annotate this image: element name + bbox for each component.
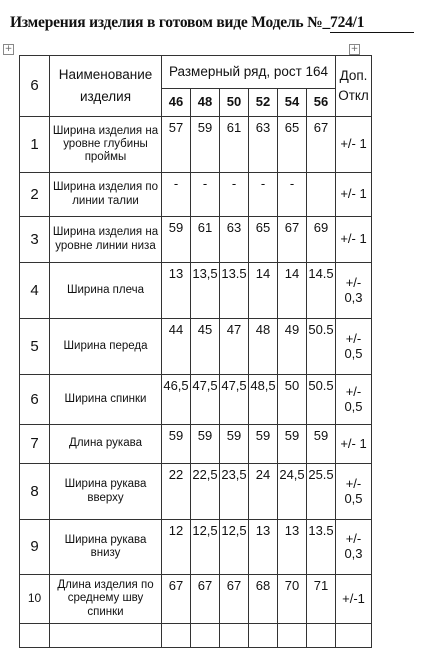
- size-value-cell: 70: [278, 575, 307, 624]
- size-value-cell: 13: [278, 520, 307, 575]
- table-row: [20, 173, 372, 217]
- size-header: 46: [162, 89, 191, 117]
- size-value-cell: -: [249, 173, 278, 217]
- size-value-cell: 67: [191, 575, 220, 624]
- row-tolerance: +/- 0,3: [336, 263, 372, 319]
- table-row: [20, 575, 372, 624]
- size-value-cell: 50.5: [307, 319, 336, 375]
- size-value-cell: 47: [220, 319, 249, 375]
- size-value-cell: [307, 173, 336, 217]
- row-tolerance: +/- 0,5: [336, 319, 372, 375]
- size-value-cell: 59: [191, 425, 220, 464]
- size-value-cell: 23,5: [220, 464, 249, 520]
- size-header: 48: [191, 89, 220, 117]
- row-tolerance: +/- 0,5: [336, 464, 372, 520]
- size-value-cell: 47,5: [191, 375, 220, 425]
- size-value-cell: 13: [249, 520, 278, 575]
- table-row: [20, 464, 372, 520]
- size-header: 54: [278, 89, 307, 117]
- size-value-cell: 50: [278, 375, 307, 425]
- row-name: Ширина переда: [50, 319, 162, 375]
- row-name: Ширина плеча: [50, 263, 162, 319]
- size-value-cell: 22,5: [191, 464, 220, 520]
- table-row: [20, 217, 372, 263]
- row-name: Ширина изделия по линии талии: [50, 173, 162, 217]
- size-value-cell: 69: [307, 217, 336, 263]
- header-tolerance-line1: Доп.: [339, 67, 368, 83]
- row-number: 9: [20, 520, 50, 575]
- header-name-line2: изделия: [79, 89, 132, 104]
- row-tolerance: +/- 0,5: [336, 375, 372, 425]
- row-tolerance: +/- 1: [336, 217, 372, 263]
- size-value-cell: 63: [220, 217, 249, 263]
- row-name: Ширина рукава внизу: [50, 520, 162, 575]
- size-value-cell: 71: [307, 575, 336, 624]
- size-value-cell: 67: [307, 117, 336, 173]
- size-value-cell: 59: [162, 425, 191, 464]
- size-value-cell: 68: [249, 575, 278, 624]
- size-value-cell: 14: [249, 263, 278, 319]
- size-value-cell: -: [220, 173, 249, 217]
- model-number: 724/1: [330, 14, 414, 33]
- size-header: 52: [249, 89, 278, 117]
- table-row: [20, 425, 372, 464]
- row-tolerance: +/- 1: [336, 173, 372, 217]
- row-number: 3: [20, 217, 50, 263]
- size-value-cell: 12,5: [191, 520, 220, 575]
- header-tolerance-line2: Откл: [338, 88, 369, 103]
- size-value-cell: 59: [307, 425, 336, 464]
- size-value-cell: 46,5: [162, 375, 191, 425]
- row-tolerance: +/- 1: [336, 425, 372, 464]
- header-number: 6: [20, 56, 50, 117]
- column-insert-handle-icon[interactable]: +: [350, 44, 359, 54]
- document-title: [0, 14, 424, 33]
- size-value-cell: 67: [220, 575, 249, 624]
- header-name-line1: Наименование: [58, 67, 153, 83]
- size-value-cell: 14: [278, 263, 307, 319]
- header-tolerance: [336, 56, 372, 117]
- row-number: 2: [20, 173, 50, 217]
- size-value-cell: 47,5: [220, 375, 249, 425]
- size-value-cell: 61: [191, 217, 220, 263]
- row-number: 8: [20, 464, 50, 520]
- size-value-cell: 24,5: [278, 464, 307, 520]
- table-row: [20, 117, 372, 173]
- title-prefix: Измерения изделия в готовом виде Модель №_: [9, 14, 331, 31]
- size-value-cell: 50.5: [307, 375, 336, 425]
- row-tolerance: +/- 0,3: [336, 520, 372, 575]
- row-tolerance: +/- 1: [336, 117, 372, 173]
- size-value-cell: 12,5: [220, 520, 249, 575]
- size-value-cell: -: [191, 173, 220, 217]
- size-header: 50: [220, 89, 249, 117]
- size-value-cell: 67: [162, 575, 191, 624]
- size-value-cell: 24: [249, 464, 278, 520]
- size-value-cell: 67: [278, 217, 307, 263]
- row-number: 5: [20, 319, 50, 375]
- size-value-cell: 14.5: [307, 263, 336, 319]
- row-number: 7: [20, 425, 50, 464]
- table-row: [20, 263, 372, 319]
- size-value-cell: 22: [162, 464, 191, 520]
- size-value-cell: 59: [162, 217, 191, 263]
- size-value-cell: 44: [162, 319, 191, 375]
- size-value-cell: 13,5: [191, 263, 220, 319]
- size-value-cell: 57: [162, 117, 191, 173]
- row-number: 6: [20, 375, 50, 425]
- table-row: [20, 375, 372, 425]
- size-value-cell: 45: [191, 319, 220, 375]
- size-value-cell: 48,5: [249, 375, 278, 425]
- row-name: Длина рукава: [50, 425, 162, 464]
- size-value-cell: 63: [249, 117, 278, 173]
- size-value-cell: -: [278, 173, 307, 217]
- size-value-cell: 61: [220, 117, 249, 173]
- row-name: Ширина спинки: [50, 375, 162, 425]
- size-value-cell: -: [162, 173, 191, 217]
- size-value-cell: 59: [278, 425, 307, 464]
- row-tolerance: +/-1: [336, 575, 372, 624]
- row-number: 10: [20, 575, 50, 624]
- size-value-cell: 13.5: [220, 263, 249, 319]
- row-name: Ширина изделия на уровне линии низа: [50, 217, 162, 263]
- header-name: [50, 56, 162, 117]
- size-value-cell: 13.5: [307, 520, 336, 575]
- size-header: 56: [307, 89, 336, 117]
- row-number: 4: [20, 263, 50, 319]
- table-row: [20, 520, 372, 575]
- size-value-cell: 65: [249, 217, 278, 263]
- size-value-cell: 48: [249, 319, 278, 375]
- size-value-cell: 25.5: [307, 464, 336, 520]
- row-number: 1: [20, 117, 50, 173]
- row-name: Длина изделия по среднему шву спинки: [50, 575, 162, 624]
- measurements-table: [19, 55, 372, 648]
- row-name: Ширина рукава вверху: [50, 464, 162, 520]
- size-value-cell: 13: [162, 263, 191, 319]
- header-size-range: Размерный ряд, рост 164: [162, 56, 336, 89]
- size-value-cell: 12: [162, 520, 191, 575]
- size-value-cell: 59: [249, 425, 278, 464]
- size-value-cell: 59: [220, 425, 249, 464]
- table-row: [20, 319, 372, 375]
- size-value-cell: 59: [191, 117, 220, 173]
- size-value-cell: 65: [278, 117, 307, 173]
- row-name: Ширина изделия на уровне глубины проймы: [50, 117, 162, 173]
- table-move-handle-icon[interactable]: +: [4, 44, 13, 54]
- size-value-cell: 49: [278, 319, 307, 375]
